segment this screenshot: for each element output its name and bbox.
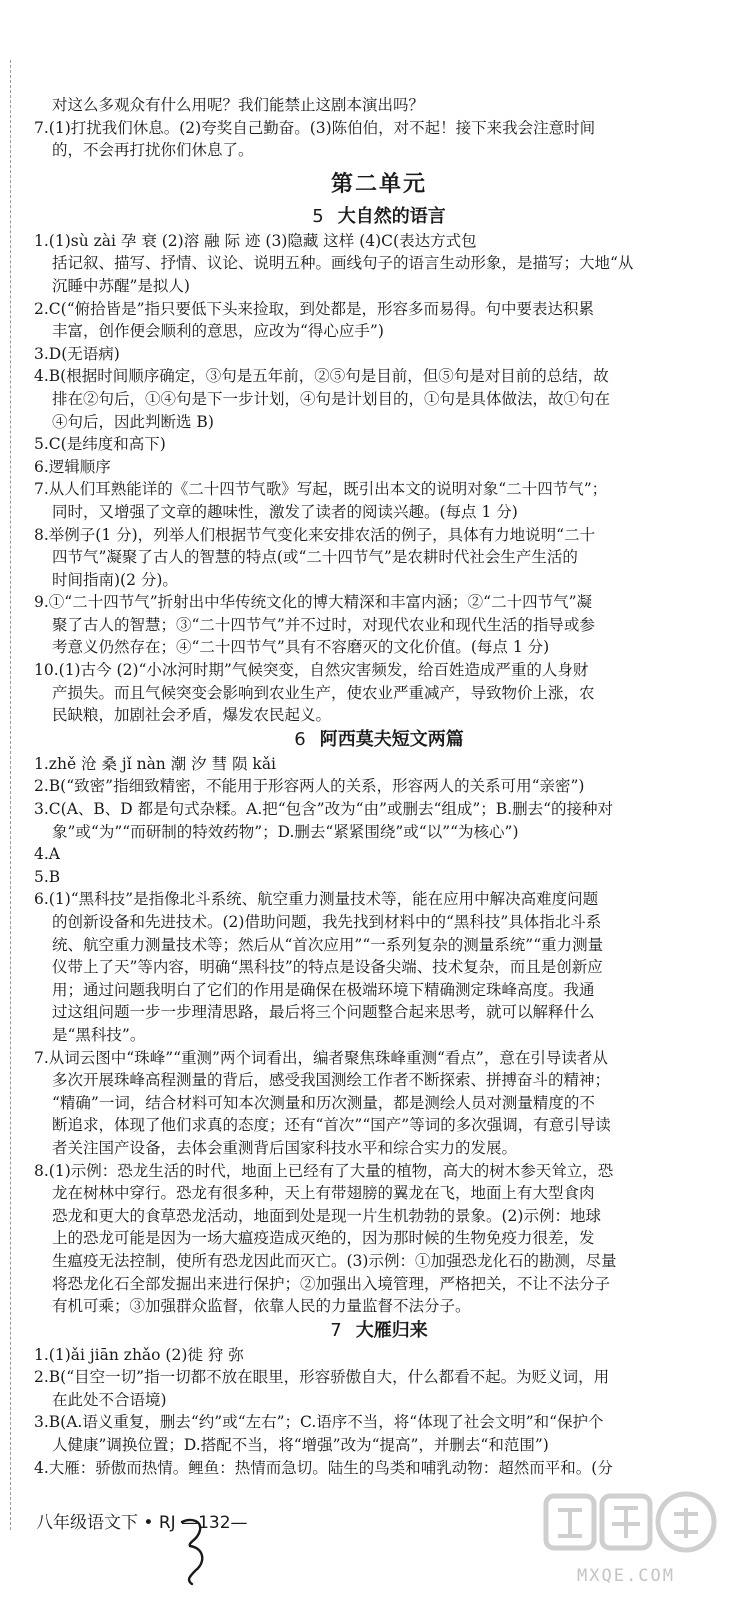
answer-line: 5.C(是纬度和高下): [34, 435, 166, 454]
answer-line: ④句后，因此判断选 B): [52, 412, 214, 431]
answer-line: 8.(1)示例：恐龙生活的时代，地面上已经有了大量的植物，高大的树木参天耸立，恐: [34, 1161, 614, 1180]
lesson-heading: [34, 204, 724, 230]
answer-line: 时间指南)(2 分)。: [52, 570, 178, 589]
lesson-title: 阿西莫夫短文两篇: [319, 728, 464, 750]
answer-line: 9.①“二十四节气”折射出中华传统文化的博大精深和丰富内涵；②“二十四节气”凝: [34, 593, 592, 612]
answer-line: 的，不会再打扰你们休息了。: [52, 141, 254, 160]
answer-line: 是“黑科技”。: [52, 1025, 146, 1044]
answer-line: 6.逻辑顺序: [34, 457, 111, 476]
answer-line: 恐龙和更大的食草恐龙活动，地面到处是现一片生机勃勃的景象。(2)示例：地球: [52, 1206, 601, 1225]
answer-line: 的创新设备和先进技术。(2)借助问题，我先找到材料中的“黑科技”具体指北斗系: [52, 913, 602, 931]
answer-line: 8.举例子(1 分)，列举人们根据节气变化来安排农活的例子，具体有力地说明“二十: [34, 525, 596, 544]
lesson-number: 5: [312, 205, 324, 227]
answer-line: 7.从词云图中“珠峰”“重测”两个词看出，编者聚焦珠峰重测“看点”，意在引导读者从: [34, 1048, 608, 1067]
answer-line: 对这么多观众有什么用呢？我们能禁止这剧本演出吗？: [52, 96, 425, 114]
answer-line: 仪带上了天”等内容，明确“黑科技”的特点是设备尖端、技术复杂，而且是创新应: [52, 958, 603, 977]
lesson-title: 大自然的语言: [337, 205, 446, 227]
answer-line: 产损失。而且气候突变会影响到农业生产，使农业严重减产，导致物价上涨，农: [52, 683, 595, 702]
answer-line: 3.B(A.语义重复，删去“约”或“左右”；C.语序不当，将“体现了社会文明”和“保护个: [34, 1413, 604, 1432]
lesson-heading: [34, 1318, 724, 1344]
watermark-logo: [528, 1488, 724, 1596]
answer-line: 在此处不合语境): [52, 1390, 167, 1409]
answer-line: 同时，又增强了文章的趣味性，激发了读者的阅读兴趣。(每点 1 分): [52, 502, 518, 521]
answer-line: 3.C(A、B、D 都是句式杂糅。A.把“包含”改为“由”或删去“组成”；B.删去“的接种对: [34, 800, 614, 819]
lesson-title: 大雁归来: [355, 1319, 428, 1341]
answer-line: 者关注国产设备，去体会重测背后国家科技水平和综合实力的发展。: [52, 1138, 518, 1157]
answer-line: 5.B: [34, 867, 61, 886]
unit-heading: 第二单元: [330, 171, 427, 197]
answer-line: 1.(1)sù zài 孕 衰 (2)溶 融 际 迹 (3)隐藏 这样 (4)C(表达方式包: [34, 231, 477, 250]
answer-line: 1.zhě 沧 桑 jǐ nàn 潮 汐 彗 陨 kǎi: [34, 754, 277, 773]
answer-line: 1.(1)ǎi jiān zhǎo (2)徙 狩 弥: [34, 1345, 244, 1364]
answer-line: 有机可乘；③加强群众监督，依靠人民的力量监督不法分子。: [52, 1297, 471, 1316]
answer-line: 用；通过问题我明白了它们的作用是确保在极端环境下精确测定珠峰高度。我通: [52, 980, 595, 999]
answer-line: 聚了古人的智慧；③“二十四节气”并不过时，对现代农业和现代生活的指导或参: [52, 615, 595, 634]
answer-line: 4.A: [34, 845, 60, 864]
answer-line: 象”或“为”“而研制的特效药物”；D.删去“紧紧围绕”或“以”“为核心”): [52, 822, 519, 841]
answer-line: 丰富，创作便会顺利的意思，应改为“得心应手”): [52, 322, 384, 341]
answer-line: 断追求，体现了他们求真的态度；还有“首次”“国产”等词的多次强调，有意引导读: [52, 1116, 611, 1135]
answer-line: 4.B(根据时间顺序确定，③句是五年前，②⑤句是目前，但⑤句是对目前的总结，故: [34, 367, 609, 386]
answer-line: 4.大雁：骄傲而热情。鲤鱼：热情而急切。陆生的鸟类和哺乳动物：超然而平和。(分: [34, 1458, 613, 1477]
answer-line: 多次开展珠峰高程测量的背后，感受我国测绘工作者不断探索、拼搏奋斗的精神；: [52, 1071, 611, 1090]
answer-line: 3.D(无语病): [34, 344, 120, 363]
answer-line: 上的恐龙可能是因为一场大瘟疫造成灭绝的，因为那时候的生物免疫力很差，发: [52, 1229, 595, 1248]
answer-line: 沉睡中苏醒”是拟人): [52, 276, 190, 295]
answer-line: 龙在树林中穿行。恐龙有很多种，天上有带翅膀的翼龙在飞，地面上有大型食肉: [52, 1184, 595, 1203]
answer-line: 10.(1)古今 (2)“小冰河时期”气候突变，自然灾害频发，给百姓造成严重的人身财: [34, 661, 589, 680]
handwritten-mark-icon: [176, 1516, 210, 1586]
binding-margin-line: [10, 60, 11, 1530]
page-footer-label: 八年级语文下 • RJ —132—: [36, 1513, 248, 1533]
answer-line: 2.C(“俯拾皆是”指只要低下头来捡取，到处都是，形容多而易得。句中要表达积累: [34, 299, 595, 318]
answer-line: 括记叙、描写、抒情、议论、说明五种。画线句子的语言生动形象，是描写；大地“从: [52, 254, 634, 273]
answer-line: 四节气”凝聚了古人的智慧的特点(或“二十四节气”是农耕时代社会生产生活的: [52, 548, 578, 567]
answer-line: 7.(1)打扰我们休息。(2)夸奖自己勤奋。(3)陈伯伯，对不起！接下来我会注意时间: [34, 118, 596, 137]
watermark-emblem-icon: [528, 1488, 724, 1566]
answer-line: 过这组问题一步一步理清思路，最后将三个问题整合起来思考，就可以解释什么: [52, 1003, 595, 1022]
answer-line: 民缺粮，加剧社会矛盾，爆发农民起义。: [52, 706, 332, 725]
answer-line: 排在②句后，①④句是下一步计划，④句是计划目的，①句是具体做法，故①句在: [52, 389, 611, 408]
answer-line: 考意义仍然存在；④“二十四节气”具有不容磨灭的文化价值。(每点 1 分): [52, 638, 550, 657]
answer-line: 统、航空重力测量技术等；然后从“首次应用”“一系列复杂的测量系统”“重力测量: [52, 935, 604, 954]
answer-line: 6.(1)“黑科技”是指像北斗系统、航空重力测量技术等，能在应用中解决高难度问题: [34, 890, 599, 909]
answer-line: 生瘟疫无法控制，使所有恐龙因此而灭亡。(3)示例：①加强恐龙化石的勘测，尽量: [52, 1251, 617, 1270]
answer-line: “精确”一词，结合材料可知本次测量和历次测量，都是测绘人员对测量精度的不: [52, 1093, 595, 1112]
answer-line: 人健康”调换位置；D.搭配不当，将“增强”改为“提高”，并删去“和范围”): [52, 1436, 549, 1455]
lesson-number: 7: [330, 1319, 342, 1341]
answer-line: 7.从人们耳熟能详的《二十四节气歌》写起，既引出本文的说明对象“二十四节气”；: [34, 480, 608, 499]
lesson-number: 6: [294, 728, 306, 750]
watermark-text: MXQE.COM: [577, 1566, 675, 1586]
answer-line: 2.B(“致密”指细致精密，不能用于形容两人的关系，形容两人的关系可用“亲密”): [34, 777, 585, 796]
lesson-heading: [34, 727, 724, 753]
answer-line: 2.B(“目空一切”指一切都不放在眼里，形容骄傲自大，什么都看不起。为贬义词，用: [34, 1368, 610, 1387]
answer-line: 将恐龙化石全部发掘出来进行保护；②加强出入境管理，严格把关，不让不法分子: [52, 1274, 611, 1293]
answer-content: [34, 94, 724, 1479]
